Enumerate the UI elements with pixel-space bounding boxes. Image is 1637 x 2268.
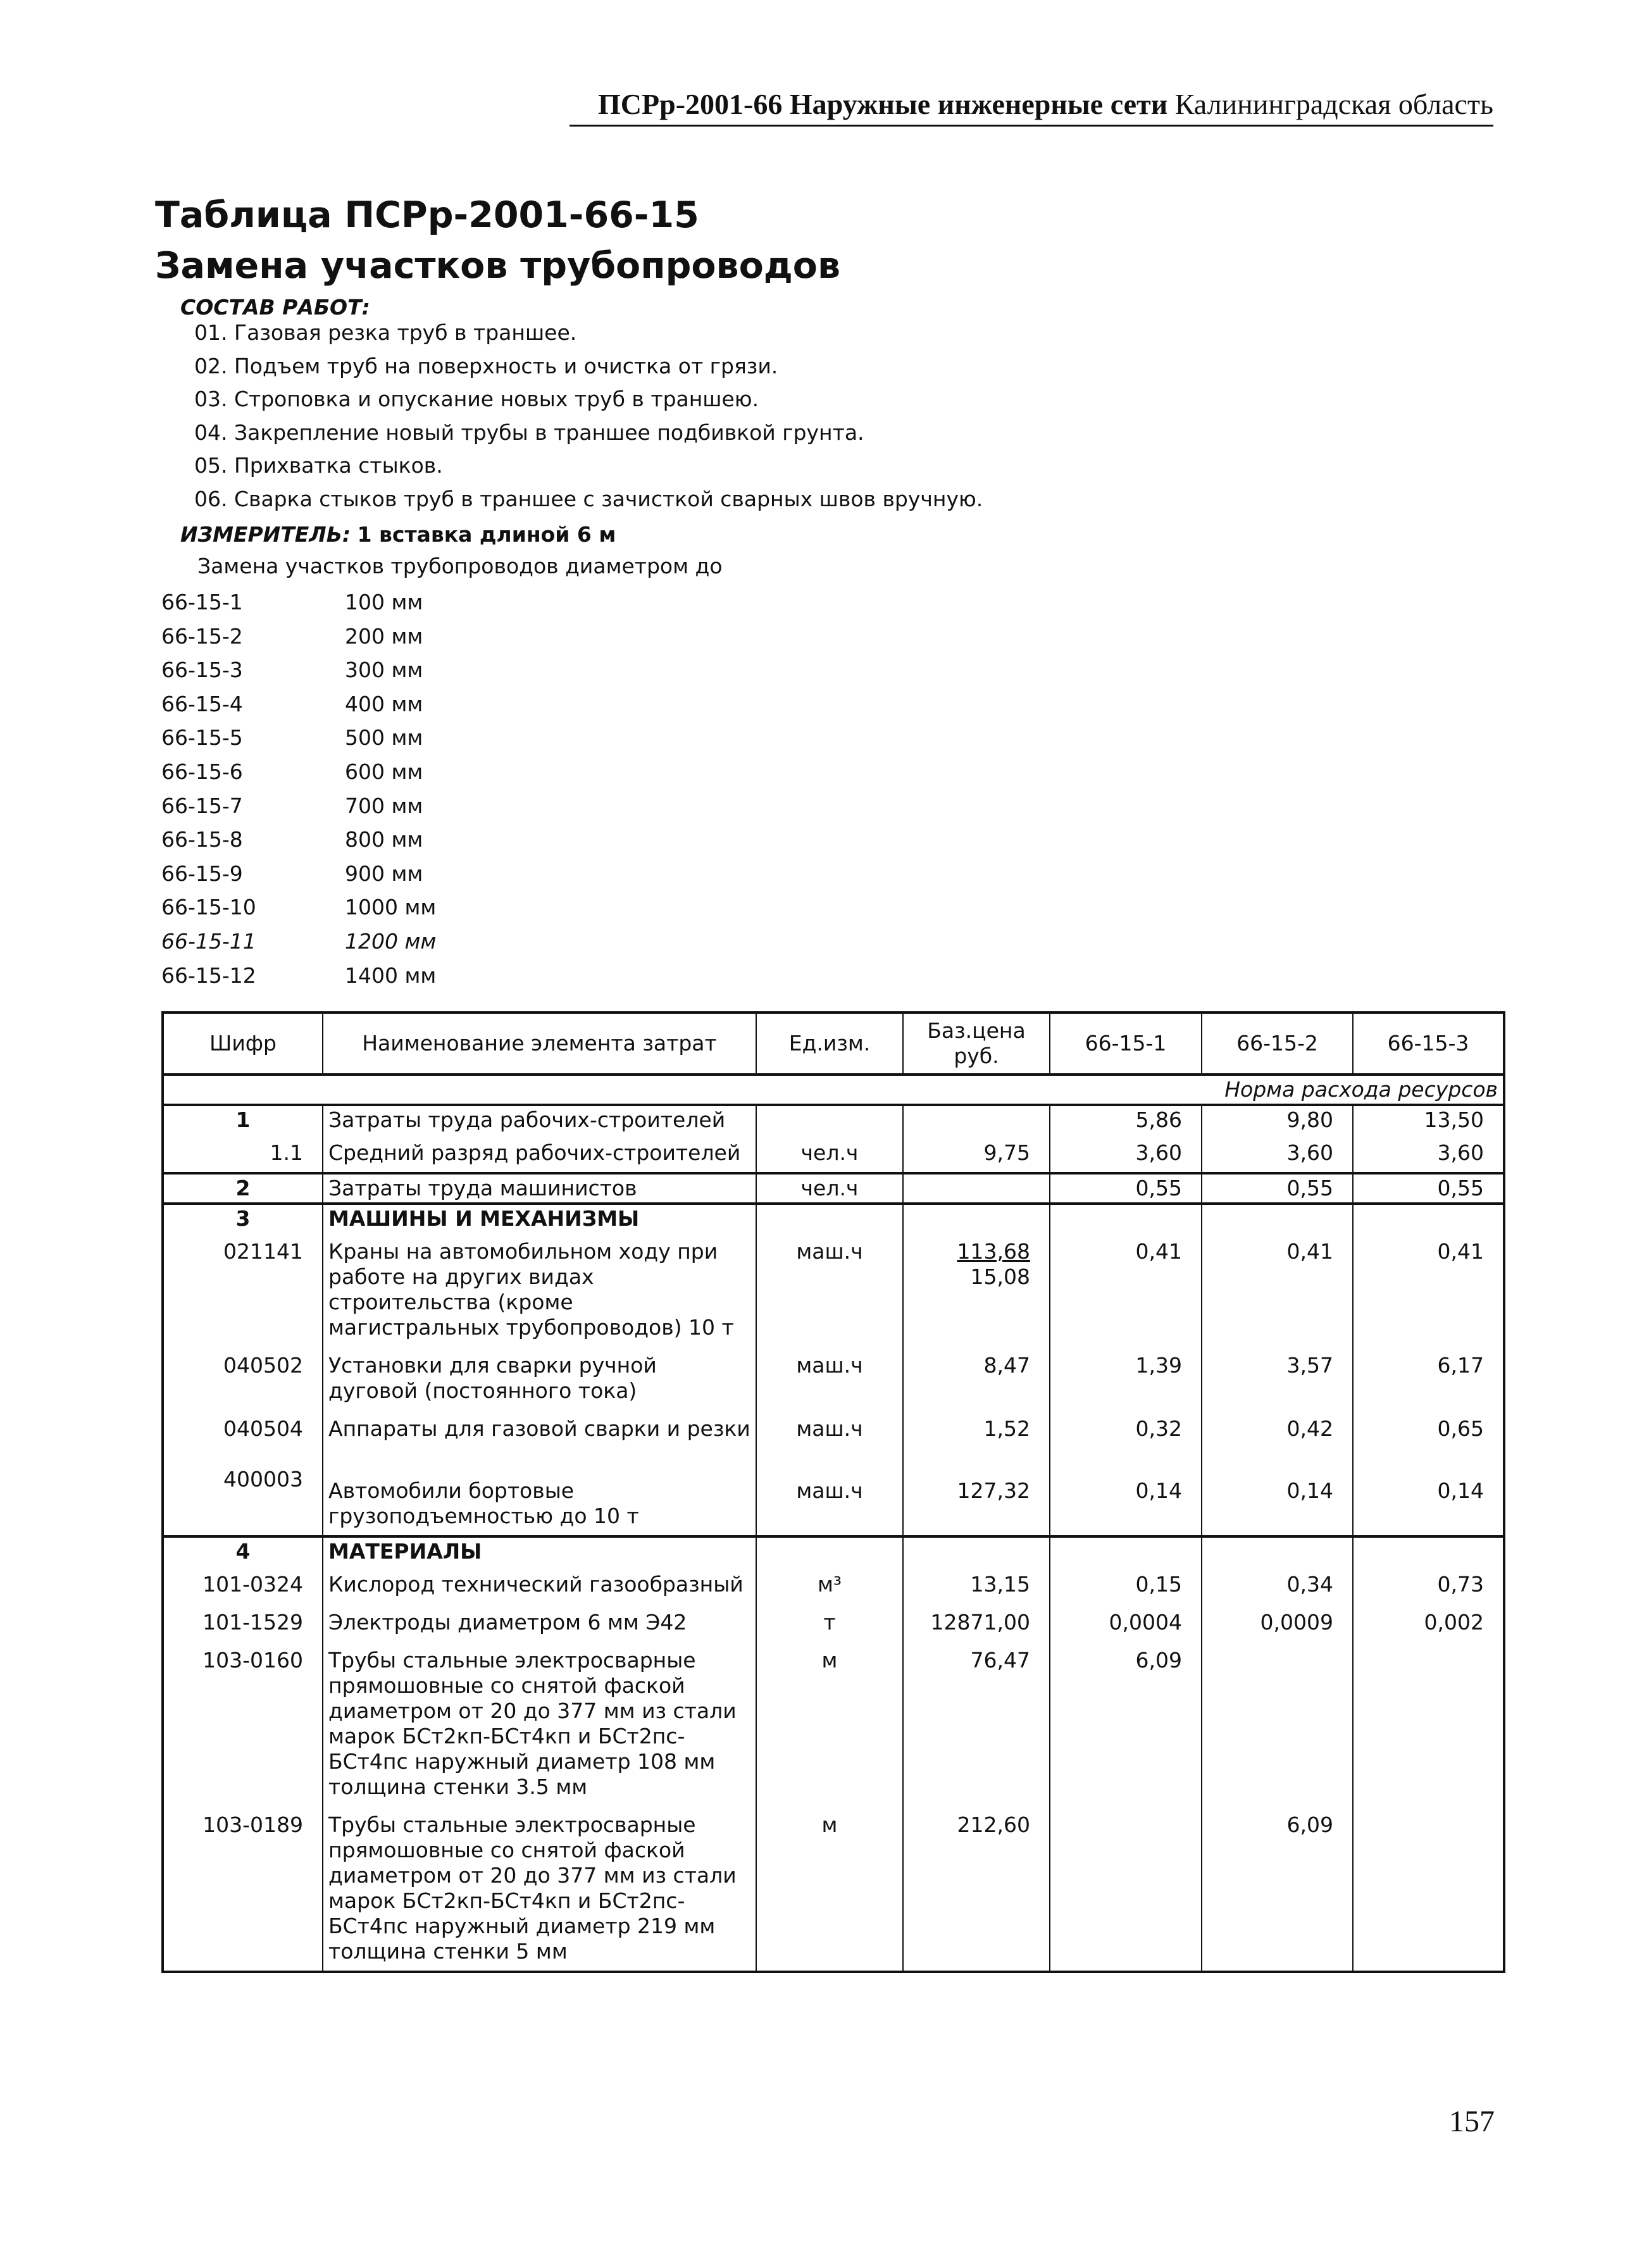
- row-unit: чел.ч: [756, 1134, 903, 1173]
- code-row: [161, 789, 436, 823]
- row-price: 8,47: [903, 1347, 1050, 1410]
- row-unit: м: [756, 1642, 903, 1806]
- row-value-2: 3,57: [1202, 1347, 1353, 1410]
- code: 66-15-5: [161, 725, 243, 751]
- table-row: [163, 1105, 1504, 1134]
- header-price: [903, 1012, 1050, 1075]
- header-col-2: 66-15-2: [1202, 1012, 1353, 1075]
- row-value-1: 3,60: [1050, 1134, 1202, 1173]
- row-value-3: 0,002: [1353, 1604, 1504, 1642]
- table-row: [163, 1642, 1504, 1806]
- row-value-1: 5,86: [1050, 1105, 1202, 1134]
- row-value-1: 0,55: [1050, 1173, 1202, 1204]
- row-name: Затраты труда машинистов: [323, 1173, 756, 1204]
- row-value-2: [1202, 1642, 1353, 1806]
- work-list: [194, 316, 983, 516]
- work-composition-label: СОСТАВ РАБОТ:: [180, 295, 370, 320]
- diameter: 700 мм: [345, 793, 423, 818]
- norma-row: [163, 1075, 1504, 1105]
- table-row: [163, 1806, 1504, 1972]
- measure-label: ИЗМЕРИТЕЛЬ:: [180, 522, 351, 547]
- row-price: [903, 1173, 1050, 1204]
- table-row: [163, 1566, 1504, 1604]
- table-header-row: [163, 1012, 1504, 1075]
- diameter: 100 мм: [345, 590, 423, 614]
- header-shifr: Шифр: [163, 1012, 323, 1075]
- row-price: 9,75: [903, 1134, 1050, 1173]
- diameter: 1400 мм: [345, 963, 437, 988]
- diameter: 1000 мм: [345, 895, 437, 920]
- row-value-3: 0,65: [1353, 1410, 1504, 1448]
- row-value-2: 0,14: [1202, 1448, 1353, 1536]
- title-line-2: Замена участков трубопроводов: [155, 245, 841, 287]
- work-item: 04. Закрепление новый трубы в траншее подбивкой грунта.: [194, 420, 864, 445]
- row-name: Затраты труда рабочих-строителей: [323, 1105, 756, 1134]
- row-value-3: 0,41: [1353, 1233, 1504, 1347]
- work-item: 01. Газовая резка труб в траншее.: [194, 320, 577, 345]
- header-unit: Ед.изм.: [756, 1012, 903, 1075]
- price-main: 113,68: [957, 1239, 1030, 1264]
- row-value-2: 3,60: [1202, 1134, 1353, 1173]
- row-value-2: 9,80: [1202, 1105, 1353, 1134]
- row-unit: м³: [756, 1566, 903, 1604]
- code-row: [161, 721, 436, 755]
- code-row: [161, 755, 436, 789]
- row-value-2: 0,55: [1202, 1173, 1353, 1204]
- row-unit: т: [756, 1604, 903, 1642]
- row-code: 103-0189: [163, 1806, 323, 1972]
- row-unit: маш.ч: [756, 1410, 903, 1448]
- row-value-3: 13,50: [1353, 1105, 1504, 1134]
- row-value-2: 0,34: [1202, 1566, 1353, 1604]
- work-item: 03. Строповка и опускание новых труб в траншею.: [194, 387, 759, 411]
- code-row: [161, 959, 436, 993]
- section-code: 3: [163, 1204, 323, 1233]
- row-name: Средний разряд рабочих-строителей: [323, 1134, 756, 1173]
- row-value-2: 6,09: [1202, 1806, 1353, 1972]
- header-col-3: 66-15-3: [1353, 1012, 1504, 1075]
- diameter: 800 мм: [345, 827, 423, 852]
- row-value-1: [1050, 1806, 1202, 1972]
- code-row: [161, 925, 436, 959]
- code: 66-15-12: [161, 963, 256, 988]
- row-value-1: 0,32: [1050, 1410, 1202, 1448]
- page-number: 157: [1449, 2105, 1495, 2138]
- table-row: [163, 1410, 1504, 1448]
- row-price: [903, 1233, 1050, 1347]
- header-region: Калининградская область: [1174, 88, 1493, 120]
- table-section-row: [163, 1204, 1504, 1233]
- code: 66-15-1: [161, 590, 243, 614]
- row-value-3: 0,14: [1353, 1448, 1504, 1536]
- row-price: 1,52: [903, 1410, 1050, 1448]
- row-value-3: [1353, 1642, 1504, 1806]
- work-item: 02. Подъем труб на поверхность и очистка от грязи.: [194, 353, 778, 378]
- diameter: 400 мм: [345, 691, 423, 716]
- row-value-1: 0,14: [1050, 1448, 1202, 1536]
- diameter: 1200 мм: [345, 928, 437, 954]
- row-value-1: 0,0004: [1050, 1604, 1202, 1642]
- row-price: 12871,00: [903, 1604, 1050, 1642]
- header-name: Наименование элемента затрат: [323, 1012, 756, 1075]
- row-unit: маш.ч: [756, 1233, 903, 1347]
- header-price-line-1: Баз.цена: [927, 1018, 1026, 1043]
- table-row: [163, 1448, 1504, 1536]
- row-name: Кислород технический газообразный: [323, 1566, 756, 1604]
- code: 66-15-8: [161, 827, 243, 852]
- code: 66-15-2: [161, 623, 243, 649]
- row-code: 2: [163, 1173, 323, 1204]
- code: 66-15-9: [161, 861, 243, 886]
- header-series: ПСРр-2001-66 Наружные инженерные сети: [598, 88, 1168, 120]
- row-value-2: 0,41: [1202, 1233, 1353, 1347]
- code: 66-15-4: [161, 691, 243, 716]
- code-row: [161, 620, 436, 654]
- row-value-3: 0,55: [1353, 1173, 1504, 1204]
- code-row: [161, 687, 436, 721]
- table-section-row: [163, 1536, 1504, 1566]
- code: 66-15-3: [161, 657, 243, 683]
- code: 66-15-11: [161, 928, 256, 954]
- replacement-caption: Замена участков трубопроводов диаметром до: [197, 554, 723, 578]
- row-code: 103-0160: [163, 1642, 323, 1806]
- row-name: Установки для сварки ручной дуговой (постоянного тока): [323, 1347, 756, 1410]
- row-code: 101-0324: [163, 1566, 323, 1604]
- table-row: [163, 1134, 1504, 1173]
- section-title: МАШИНЫ И МЕХАНИЗМЫ: [323, 1204, 756, 1233]
- code-list: [161, 585, 436, 992]
- resource-table: [161, 1011, 1505, 1973]
- row-code: 040504: [163, 1410, 323, 1448]
- row-name: Аппараты для газовой сварки и резки: [323, 1410, 756, 1448]
- row-value-1: 1,39: [1050, 1347, 1202, 1410]
- section-code: 4: [163, 1536, 323, 1566]
- row-name: Автомобили бортовые грузоподъемностью до 10 т: [323, 1448, 756, 1536]
- table-row: [163, 1604, 1504, 1642]
- row-unit: [756, 1105, 903, 1134]
- header-price-line-2: руб.: [954, 1044, 999, 1068]
- code-row: [161, 585, 436, 620]
- table-row: [163, 1173, 1504, 1204]
- row-value-3: 3,60: [1353, 1134, 1504, 1173]
- row-price: 13,15: [903, 1566, 1050, 1604]
- code-row: [161, 857, 436, 891]
- row-value-3: 6,17: [1353, 1347, 1504, 1410]
- title-line-1: Таблица ПСРр-2001-66-15: [155, 194, 699, 236]
- row-value-1: 6,09: [1050, 1642, 1202, 1806]
- row-code: 1.1: [163, 1134, 323, 1173]
- table-row: [163, 1233, 1504, 1347]
- table-row: [163, 1347, 1504, 1410]
- row-unit: чел.ч: [756, 1173, 903, 1204]
- diameter: 300 мм: [345, 657, 423, 683]
- code-row: [161, 823, 436, 857]
- code: 66-15-10: [161, 895, 256, 920]
- row-value-2: 0,0009: [1202, 1604, 1353, 1642]
- row-name: Электроды диаметром 6 мм Э42: [323, 1604, 756, 1642]
- diameter: 200 мм: [345, 623, 423, 649]
- row-name: Трубы стальные электросварные прямошовные со снятой фаской диаметром от 20 до 377 мм из стали марок БСт2кп-БСт4кп и БСт2пс-БСт4пс наружный диаметр 108 мм толщина стенки 3.5 мм: [323, 1642, 756, 1806]
- row-unit: маш.ч: [756, 1347, 903, 1410]
- row-price: 127,32: [903, 1448, 1050, 1536]
- code-row: [161, 890, 436, 925]
- diameter: 600 мм: [345, 759, 423, 784]
- row-value-3: 0,73: [1353, 1566, 1504, 1604]
- norma-caption: Норма расхода ресурсов: [163, 1075, 1504, 1105]
- row-price: 76,47: [903, 1642, 1050, 1806]
- row-price: 212,60: [903, 1806, 1050, 1972]
- section-title: МАТЕРИАЛЫ: [323, 1536, 756, 1566]
- code: 66-15-7: [161, 793, 243, 818]
- row-name: Краны на автомобильном ходу при работе на других видах строительства (кроме магистральных трубопроводов) 10 т: [323, 1233, 756, 1347]
- row-value-2: 0,42: [1202, 1410, 1353, 1448]
- diameter: 900 мм: [345, 861, 423, 886]
- row-price: [903, 1105, 1050, 1134]
- header-col-1: 66-15-1: [1050, 1012, 1202, 1075]
- price-secondary: 15,08: [970, 1264, 1030, 1289]
- code: 66-15-6: [161, 759, 243, 784]
- code-row: [161, 653, 436, 687]
- row-code: 101-1529: [163, 1604, 323, 1642]
- row-value-1: 0,41: [1050, 1233, 1202, 1347]
- row-name: Трубы стальные электросварные прямошовные со снятой фаской диаметром от 20 до 377 мм из стали марок БСт2кп-БСт4кп и БСт2пс-БСт4пс наружный диаметр 219 мм толщина стенки 5 мм: [323, 1806, 756, 1972]
- row-value-1: 0,15: [1050, 1566, 1202, 1604]
- row-code: 400003: [163, 1448, 323, 1536]
- row-value-3: [1353, 1806, 1504, 1972]
- row-unit: м: [756, 1806, 903, 1972]
- diameter: 500 мм: [345, 725, 423, 751]
- table-title: [155, 190, 840, 291]
- row-code: 021141: [163, 1233, 323, 1347]
- work-item: 06. Сварка стыков труб в траншее с зачисткой сварных швов вручную.: [194, 486, 983, 511]
- row-code: 040502: [163, 1347, 323, 1410]
- measure-value: 1 вставка длиной 6 м: [357, 522, 616, 547]
- measure-line: [180, 522, 616, 547]
- row-unit: маш.ч: [756, 1448, 903, 1536]
- row-code: 1: [163, 1105, 323, 1134]
- work-item: 05. Прихватка стыков.: [194, 453, 443, 478]
- running-header: [570, 87, 1493, 127]
